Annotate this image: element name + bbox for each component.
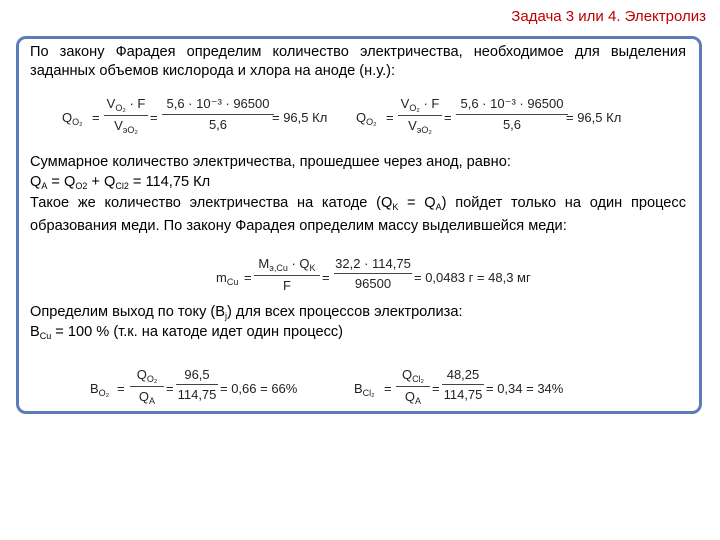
paragraph-faraday-intro: По закону Фарадея определим количество электричества, необходимое для выделения заданных объемов кислорода и хлора на аноде (н.у.): — [30, 44, 686, 80]
paragraph-qa-sum: $Q_A = Q_{O2} + Q_{Cl2} = 114,75$ Кл — [30, 174, 211, 191]
paragraph-total-charge: Суммарное количество электричества, прошедшее через анод, равно: — [30, 154, 511, 170]
paragraph-cathode: Такое же количество электричества на катоде $(Q_K = Q_A)$ пойдет только на один процесс образования меди. По закону Фарадея определим массу выделившейся меди: — [30, 195, 686, 235]
slide-title: Задача 3 или 4. Электролиз — [511, 8, 706, 25]
paragraph-b-cu: $B_{Cu} = 100$ % (т.к. на катоде идет один процесс) — [30, 324, 344, 341]
paragraph-current-efficiency: Определим выход по току $(B_j)$ для всех процессов электролиза: — [30, 304, 463, 321]
